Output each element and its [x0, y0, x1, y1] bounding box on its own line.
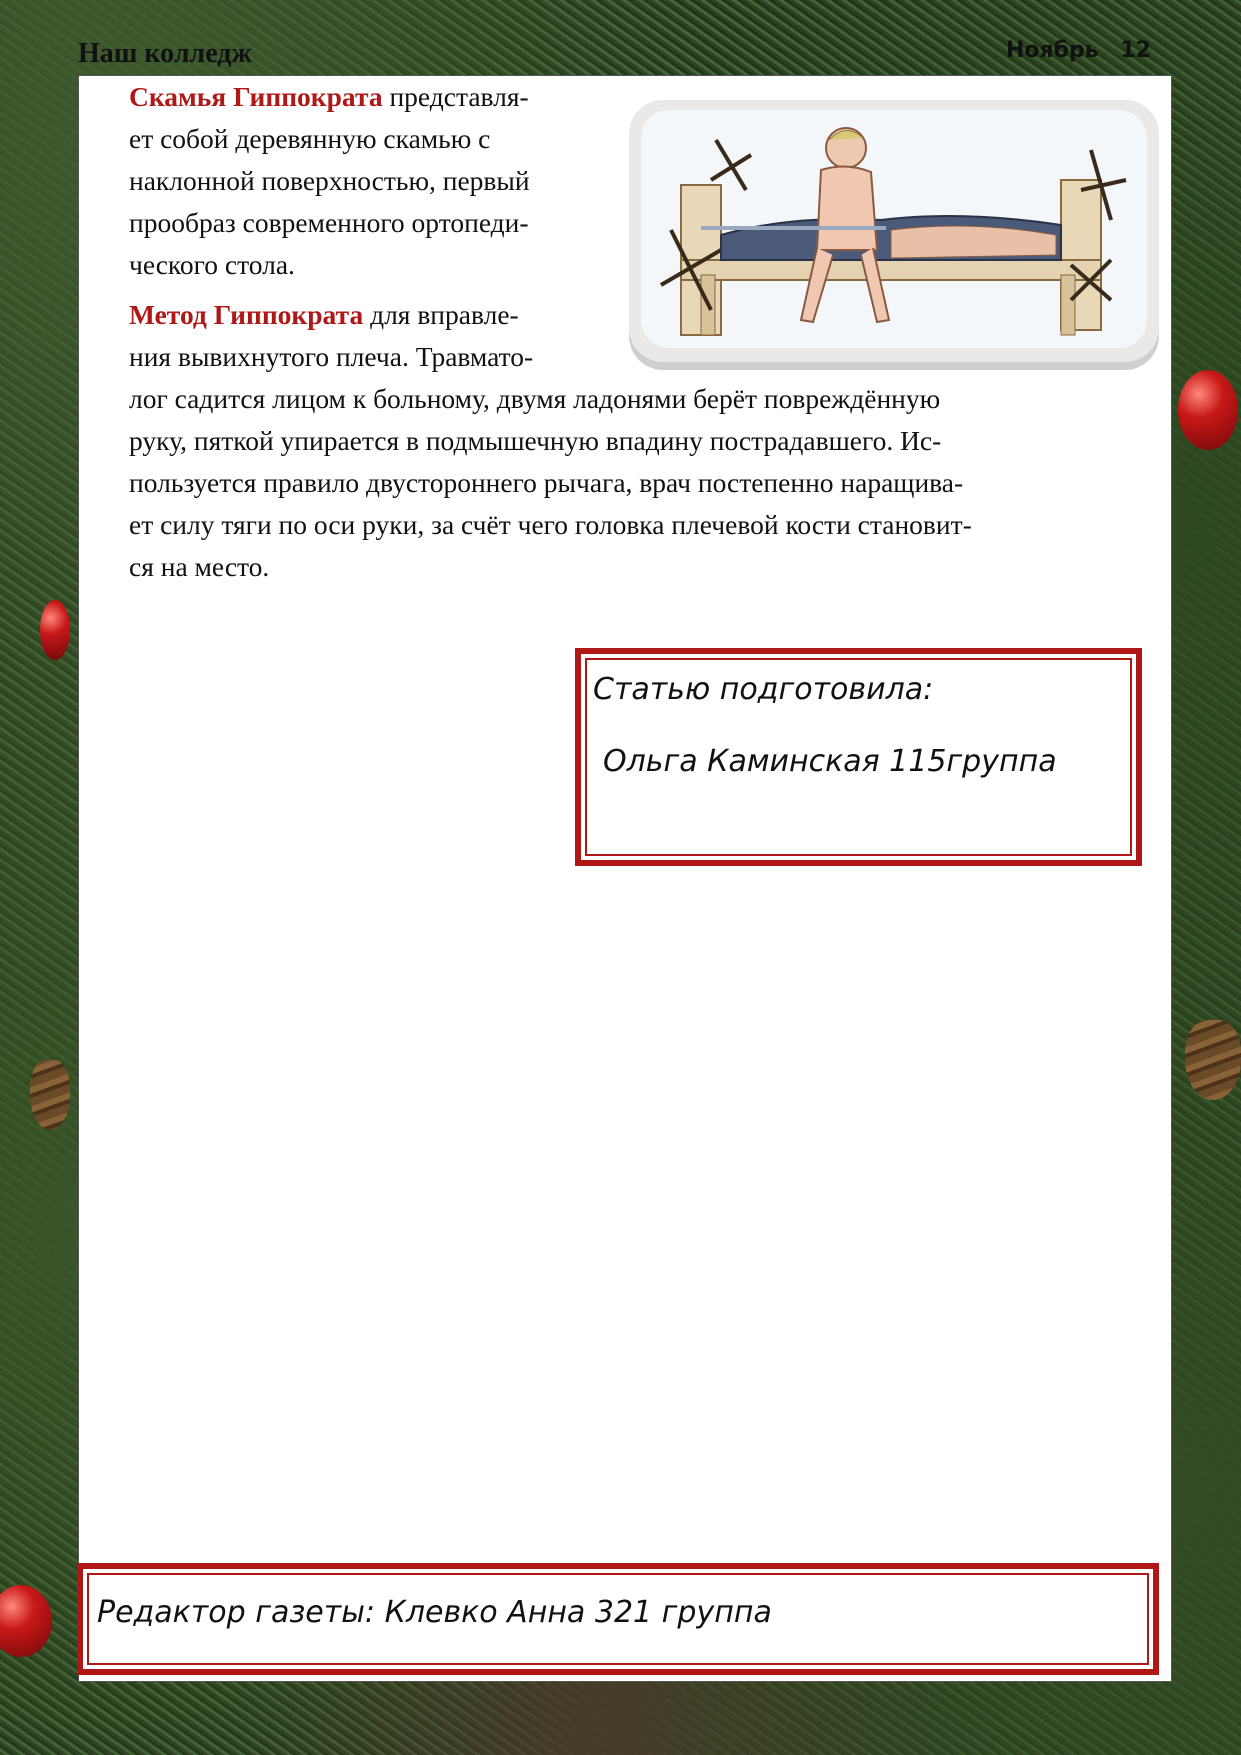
text-line: ческого стола.: [129, 249, 295, 280]
author-name: Ольга Каминская 115группа: [603, 744, 1057, 779]
pine-cone: [30, 1060, 70, 1130]
editor-box: [77, 1563, 1159, 1675]
author-box: [575, 648, 1142, 866]
paragraph-method: [129, 294, 1159, 588]
lead-term: Скамья Гиппократа: [129, 81, 383, 112]
paragraph-bench: [129, 76, 1159, 286]
text-line: ся на место.: [129, 551, 270, 582]
text-line: руку, пяткой упирается в подмышечную впадину пострадавшего. Ис-: [129, 425, 942, 456]
text-line: Скамья Гиппократа представля-: [129, 81, 529, 112]
pine-cone: [1185, 1020, 1241, 1100]
page-header: [60, 36, 1181, 76]
article-page: [78, 75, 1172, 1682]
text-line: ет собой деревянную скамью с: [129, 123, 491, 154]
text-line: прообраз современного ортопеди-: [129, 207, 529, 238]
text-line: ния вывихнутого плеча. Травмато-: [129, 341, 534, 372]
text-line: пользуется правило двустороннего рычага, врач постепенно наращива-: [129, 467, 964, 498]
christmas-ornament: [1178, 370, 1238, 450]
page-number: 12: [1120, 38, 1151, 63]
author-label: Статью подготовила:: [593, 672, 934, 707]
christmas-ornament: [0, 1585, 52, 1657]
text-line: Метод Гиппократа для вправле-: [129, 299, 519, 330]
text-line: наклонной поверхностью, первый: [129, 165, 530, 196]
editor-credit: Редактор газеты: Клевко Анна 321 группа: [97, 1595, 772, 1630]
christmas-ornament: [40, 600, 70, 660]
issue-month: Ноябрь: [1006, 38, 1099, 63]
newspaper-title: Наш колледж: [78, 38, 252, 69]
lead-term: Метод Гиппократа: [129, 299, 364, 330]
issue-info: [1006, 38, 1151, 63]
text-line: ет силу тяги по оси руки, за счёт чего головка плечевой кости становит-: [129, 509, 972, 540]
text-line: лог садится лицом к больному, двумя ладонями берёт повреждённую: [129, 383, 941, 414]
